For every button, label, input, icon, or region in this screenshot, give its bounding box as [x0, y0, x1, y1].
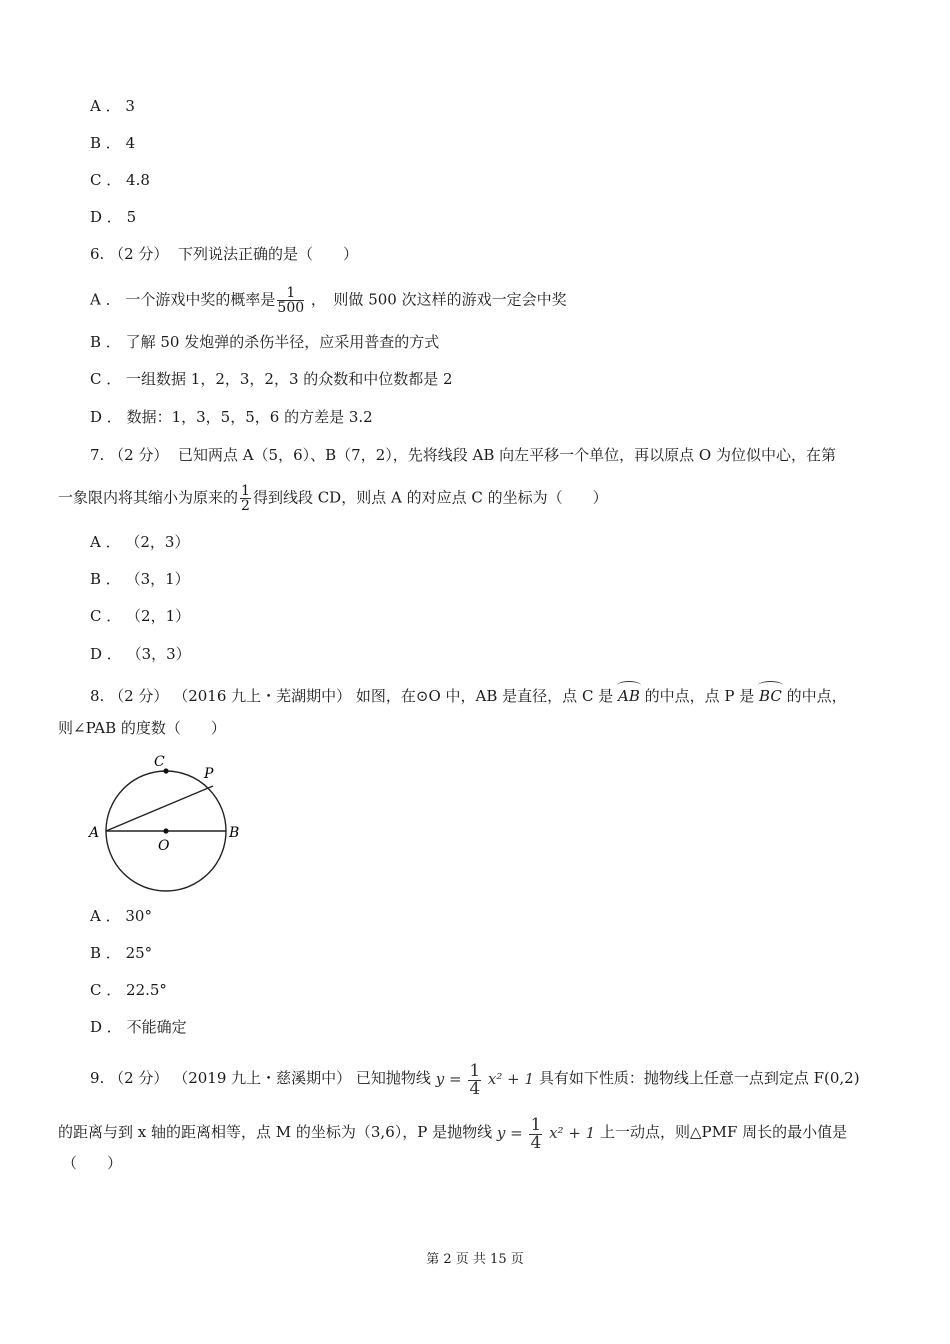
q6-option-c: C ． 一组数据 1，2，3，2，3 的众数和中位数都是 2: [90, 370, 453, 388]
q8-option-c: C ． 22.5°: [90, 981, 167, 999]
arc-ab: AB: [618, 682, 640, 706]
q7-option-c: C ． （2，1）: [90, 607, 191, 625]
q8-stem-line1: 8. （2 分） （2016 九上・芜湖期中） 如图，在⊙O 中，AB 是直径，点 C 是 AB 的中点，点 P 是 BC 的中点，: [90, 682, 847, 706]
label-o: O: [158, 838, 170, 854]
chord-ap: [106, 786, 213, 831]
q7-option-a: A ． （2，3）: [90, 533, 190, 551]
q8-option-a: A ． 30°: [90, 907, 152, 925]
label-c: C: [154, 754, 165, 770]
q9-stem-line3: （ ）: [62, 1154, 123, 1172]
circle-figure: [86, 752, 256, 897]
label-a: A: [89, 825, 100, 841]
q7-stem-line2: 一象限内将其缩小为原来的 $\frac{1}{2}$ 得到线段 CD，则点 A 的对应点 C 的坐标为（ ）: [58, 483, 608, 514]
q5-option-d: D ． 5: [90, 208, 137, 226]
q9-stem-line1: 9. （2 分） （2019 九上・慈溪期中） 已知抛物线 y = $\frac{1}{4}$ x² + 1 具有如下性质：抛物线上任意一点到定点 F(0,2): [90, 1060, 860, 1099]
page-footer: 第 2 页 共 15 页: [426, 1252, 524, 1267]
q6-option-d: D ． 数据：1，3，5，5，6 的方差是 3.2: [90, 408, 373, 426]
q6-stem: 6. （2 分） 下列说法正确的是（ ）: [90, 245, 358, 263]
q7-stem-line1: 7. （2 分） 已知两点 A（5，6）、B（7，2），先将线段 AB 向左平移一个单位，再以原点 O 为位似中心，在第: [90, 446, 836, 464]
point-o: [163, 828, 168, 833]
label-p: P: [204, 766, 214, 782]
parabola-formula: y = $\frac{1}{4}$ x² + 1: [435, 1060, 535, 1099]
arc-bc: BC: [759, 682, 782, 706]
q6-option-a: A ． 一个游戏中奖的概率是 $\frac{1}{500}$ ， 则做 500 次这样的游戏一定会中奖: [90, 285, 567, 316]
q8-option-b: B ． 25°: [90, 944, 153, 962]
q8-stem-line2: 则∠PAB 的度数（ ）: [58, 719, 226, 737]
q7-option-d: D ． （3，3）: [90, 645, 191, 663]
q5-option-a: A ． 3: [90, 97, 135, 115]
label-b: B: [229, 825, 240, 841]
q8-option-d: D ． 不能确定: [90, 1018, 187, 1036]
parabola-formula-2: y = $\frac{1}{4}$ x² + 1: [496, 1114, 596, 1153]
fraction: $\frac{1}{2}$: [241, 483, 250, 514]
q7-option-b: B ． （3，1）: [90, 570, 190, 588]
q9-stem-line2: 的距离与到 x 轴的距离相等，点 M 的坐标为（3,6），P 是抛物线 y = $\frac{1}{4}$ x² + 1 上一动点，则△PMF 周长的最小值是: [58, 1114, 848, 1153]
q6-option-b: B ． 了解 50 发炮弹的杀伤半径，应采用普查的方式: [90, 333, 440, 351]
fraction: $\frac{1}{500}$: [277, 285, 305, 316]
q5-option-c: C ． 4.8: [90, 171, 150, 189]
q5-option-b: B ． 4: [90, 134, 136, 152]
